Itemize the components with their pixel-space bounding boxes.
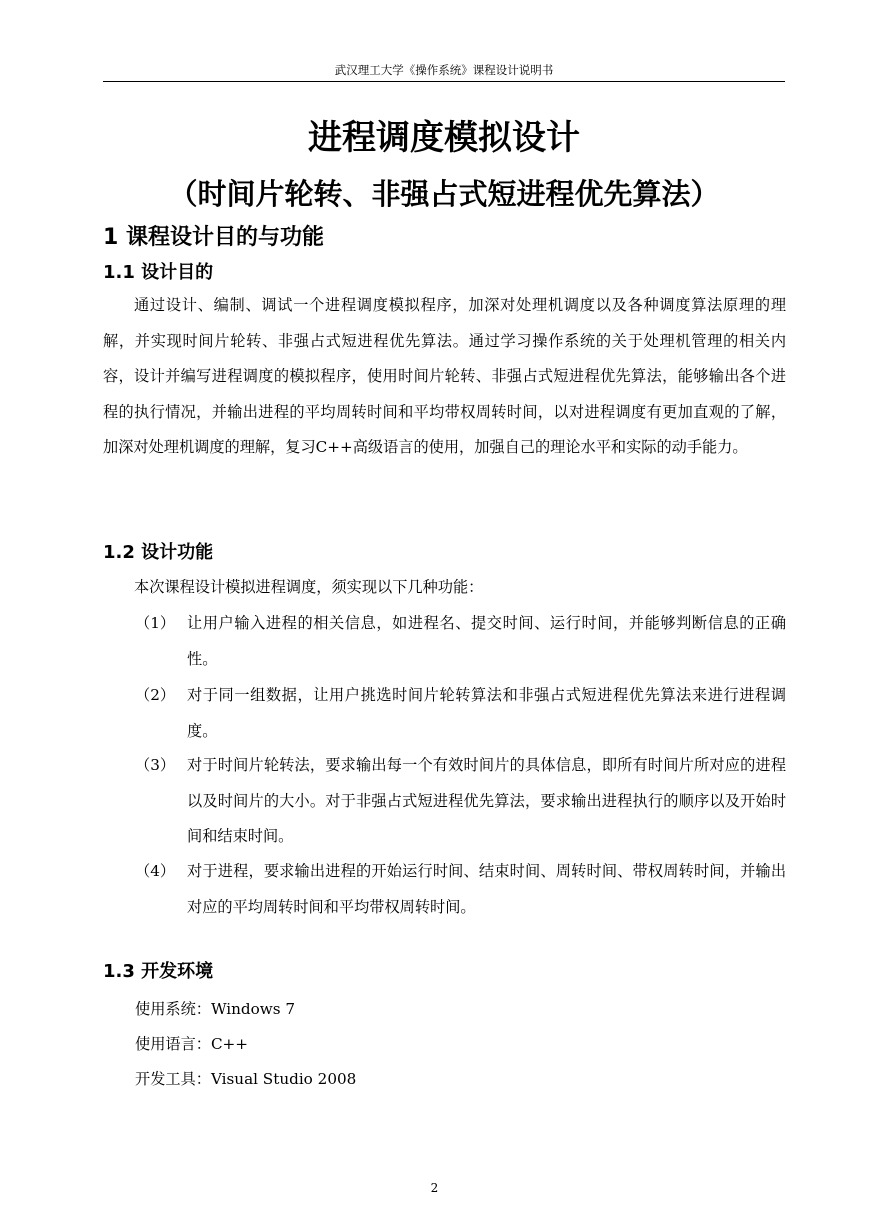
list-item-number: （2） [135, 686, 176, 704]
list-item [135, 854, 786, 925]
env-tool-line: 开发工具：Visual Studio 2008 [135, 1070, 357, 1088]
list-item-number: （1） [135, 614, 176, 632]
list-item [135, 606, 786, 677]
list-item-text: 对于同一组数据，让用户挑选时间片轮转算法和非强占式短进程优先算法来进行进程调度。 [187, 686, 786, 740]
document-title: 进程调度模拟设计 [308, 118, 580, 158]
document-subtitle: （时间片轮转、非强占式短进程优先算法） [168, 177, 720, 211]
section-heading-1-3: 1.3 开发环境 [103, 961, 214, 982]
list-item-text: 对于进程，要求输出进程的开始运行时间、结束时间、周转时间、带权周转时间，并输出对应的平均周转时间和平均带权周转时间。 [187, 862, 786, 916]
list-item [135, 678, 786, 749]
header-divider [103, 81, 785, 82]
section-heading-1-2: 1.2 设计功能 [103, 542, 214, 563]
list-item-text: 让用户输入进程的相关信息，如进程名、提交时间、运行时间，并能够判断信息的正确性。 [187, 614, 786, 668]
design-purpose-paragraph: 通过设计、编制、调试一个进程调度模拟程序，加深对处理机调度以及各种调度算法原理的理解，并实现时间片轮转、非强占式短进程优先算法。通过学习操作系统的关于处理机管理的相关内容，设计并编写进程调度的模拟程序，使用时间片轮转、非强占式短进程优先算法，能够输出各个进程的执行情况，并输出进程的平均周转时间和平均带权周转时间，以对进程调度有更加直观的了解，加深对处理机调度的理解，复习C++高级语言的使用，加强自己的理论水平和实际的动手能力。 [103, 296, 786, 456]
env-system-line: 使用系统：Windows 7 [135, 1000, 296, 1018]
env-language-line: 使用语言：C++ [135, 1035, 249, 1053]
design-function-intro: 本次课程设计模拟进程调度，须实现以下几种功能： [134, 578, 484, 596]
list-item-text: 对于时间片轮转法，要求输出每一个有效时间片的具体信息，即所有时间片所对应的进程以及时间片的大小。对于非强占式短进程优先算法，要求输出进程执行的顺序以及开始时间和结束时间。 [187, 756, 786, 845]
section-heading-1: 1 课程设计目的与功能 [103, 225, 324, 250]
list-item-number: （4） [135, 862, 176, 880]
running-header: 武汉理工大学《操作系统》课程设计说明书 [334, 63, 554, 77]
page-number: 2 [430, 1181, 439, 1195]
section-heading-1-1: 1.1 设计目的 [103, 262, 214, 283]
list-item-number: （3） [135, 756, 176, 774]
list-item [135, 748, 786, 855]
